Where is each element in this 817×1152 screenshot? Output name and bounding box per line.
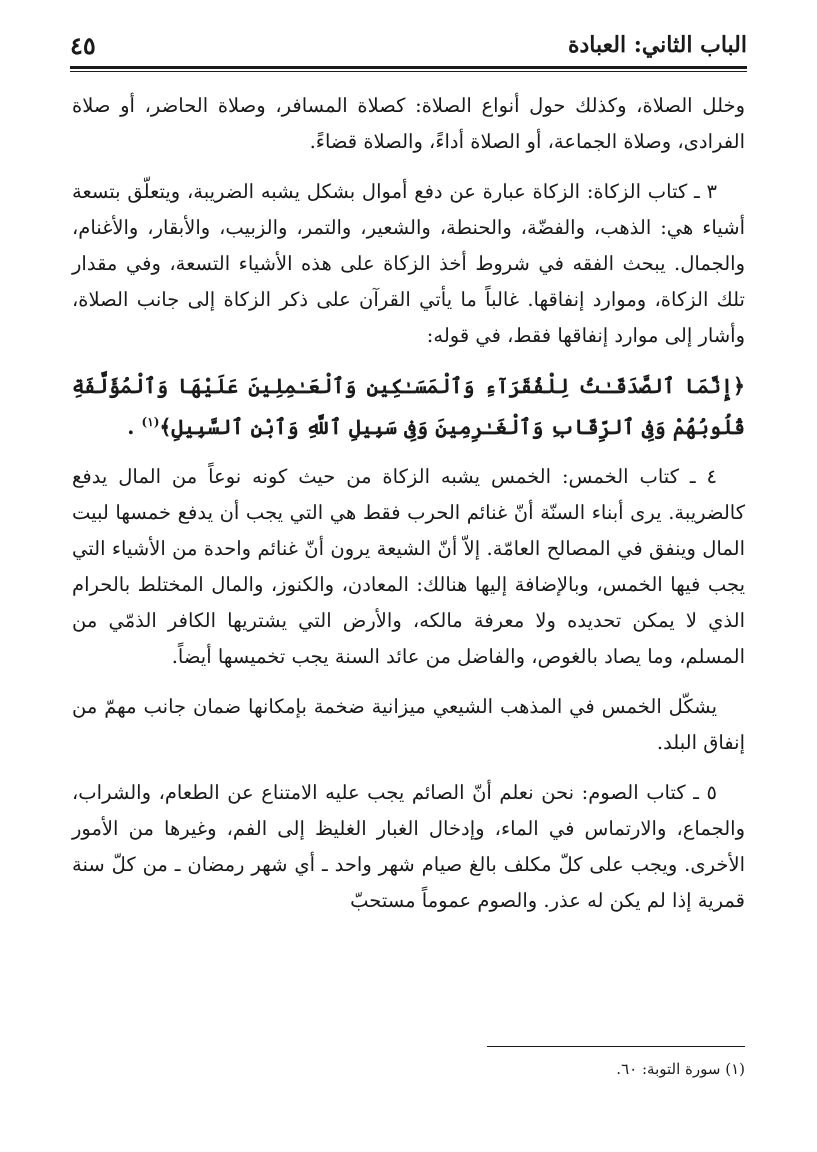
header-rule xyxy=(70,66,747,69)
paragraph-fasting: ٥ ـ كتاب الصوم: نحن نعلم أنّ الصائم يجب عليه الامتناع عن الطعام، والشراب، والجماع، والارتماس في الماء، وإدخال الغبار الغليظ إلى الفم، وغيرها من الأمور الأخرى. ويجب على كلّ مكلف بالغ صيام شهر واحد ـ أي شهر رمضان ـ من كلّ سنة قمرية إذا لم يكن له عذر. والصوم عموماً مستحبّ xyxy=(72,780,745,912)
quran-verse-end: . xyxy=(127,414,135,439)
paragraph-prayer-types: وخلل الصلاة، وكذلك حول أنواع الصلاة: كصلاة المسافر، وصلاة الحاضر، أو صلاة الفرادى، وصلاة الجماعة، أو الصلاة أداءً، والصلاة قضاءً. xyxy=(72,94,745,153)
page-number: ٤٥ xyxy=(70,30,96,60)
quran-verse: ﴿إِنَّمَا ٱلصَّدَقَـٰتُ لِلْفُقَرَآءِ وَٱلْمَسَـٰكِينِ وَٱلْعَـٰمِلِينَ عَلَيْهَا وَٱلْمُؤَلَّفَةِ قُلُوبُهُمْ وَفِى ٱلرِّقَابِ وَٱلْغَـٰرِمِينَ وَفِى سَبِيلِ ٱللَّهِ وَٱبْنِ ٱلسَّبِيلِ﴾ xyxy=(72,374,745,439)
paragraph-zakat: ٣ ـ كتاب الزكاة: الزكاة عبارة عن دفع أموال بشكل يشبه الضريبة، ويتعلّق بتسعة أشياء هي: الذهب، والفضّة، والحنطة، والشعير، والتمر، والزبيب، والأبقار، والأغنام، والجمال. يبحث الفقه في شروط أخذ الزكاة على هذه الأشياء التسعة، وفي مقدار تلك الزكاة، وموارد إنفاقها. غالباً ما يأتي القرآن على ذكر الزكاة إلى جانب الصلاة، وأشار إلى موارد إنفاقها فقط، في قوله: xyxy=(72,180,745,347)
footnote: (١) سورة التوبة: ٦٠. xyxy=(616,1060,745,1078)
chapter-title: الباب الثاني: العبادة xyxy=(567,32,747,58)
header-rule-thin xyxy=(70,71,747,72)
page-body xyxy=(72,88,745,933)
paragraph-khums-budget: يشكّل الخمس في المذهب الشيعي ميزانية ضخمة بإمكانها ضمان جانب مهمّ من إنفاق البلد. xyxy=(72,694,745,754)
footnote-separator xyxy=(487,1046,745,1047)
page-header xyxy=(70,22,747,68)
paragraph-khums: ٤ ـ كتاب الخمس: الخمس يشبه الزكاة من حيث كونه نوعاً من المال يدفع كالضريبة. يرى أبناء السنّة أنّ غنائم الحرب فقط هي التي يجب أن يدفع خمسها لبيت المال وينفق في المصالح العامّة. إلاّ أنّ الشيعة يرون أنّ غنائم واحدة من الأشياء التي يجب فيها الخمس، وبالإضافة إليها هنالك: المعادن، والكنوز، والمال المختلط بالحرام الذي لا يمكن تحديده ولا معرفة مالكه، والأرض التي يشتريها الكافر الذمّي من المسلم، وما يصاد بالغوص، والفاضل من عائد السنة يجب تخميسها أيضاً. xyxy=(72,464,745,668)
quran-verse-block xyxy=(72,368,745,445)
footnote-reference: (١) xyxy=(141,415,160,429)
